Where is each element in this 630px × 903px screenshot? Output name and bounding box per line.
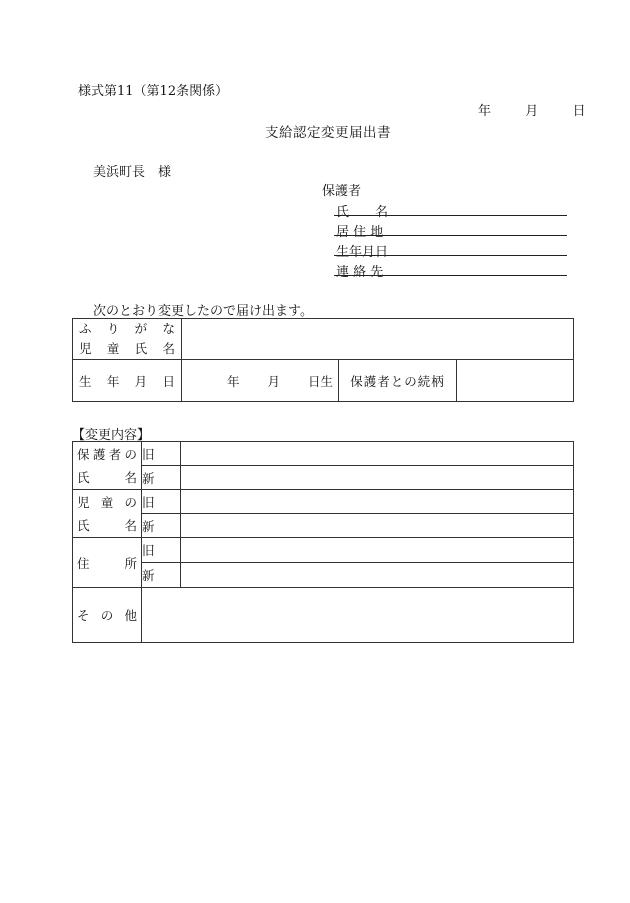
birth-day-label: 日生 bbox=[307, 373, 333, 389]
guardian-name-change-label: 保 護 者 の 氏 名 bbox=[73, 442, 142, 490]
address-new-label: 新 bbox=[142, 563, 181, 588]
guardian-name-old-input[interactable] bbox=[181, 442, 574, 466]
date-year-label: 年 bbox=[478, 104, 492, 119]
birth-month-label: 月 bbox=[267, 373, 281, 389]
relation-label: 保護者との続柄 bbox=[350, 373, 445, 389]
birthdate-label: 生 年 月 日 bbox=[79, 373, 175, 389]
guardian-name-line[interactable] bbox=[334, 215, 567, 216]
guardian-birthdate-label: 生年月日 bbox=[336, 245, 389, 260]
guardian-address-label: 居 住 地 bbox=[336, 225, 384, 240]
child-name-label-cell bbox=[73, 319, 182, 360]
date-day-label: 日 bbox=[572, 104, 586, 119]
address-new-input[interactable] bbox=[181, 563, 574, 588]
child-name-old-input[interactable] bbox=[181, 490, 574, 514]
furigana-label: ふ り が な bbox=[79, 321, 175, 336]
guardian-name-new-label: 新 bbox=[142, 466, 181, 490]
child-name-input-cell[interactable] bbox=[182, 319, 574, 360]
child-info-table bbox=[72, 318, 574, 402]
child-name-label: 児 童 氏 名 bbox=[79, 341, 175, 356]
date-line bbox=[478, 100, 586, 119]
child-name-new-label: 新 bbox=[142, 514, 181, 538]
guardian-name-label: 氏 名 bbox=[336, 205, 389, 220]
relation-label-cell bbox=[339, 360, 457, 402]
child-name-change-label: 児 童 の 氏 名 bbox=[73, 490, 142, 538]
guardian-name-new-input[interactable] bbox=[181, 466, 574, 490]
birth-year-label: 年 bbox=[227, 373, 240, 389]
relation-input-cell[interactable] bbox=[457, 360, 574, 402]
change-section-heading: 【変更内容】 bbox=[72, 428, 151, 443]
guardian-contact-label: 連 絡 先 bbox=[336, 265, 384, 280]
date-month-label: 月 bbox=[525, 104, 539, 119]
child-name-old-label: 旧 bbox=[142, 490, 181, 514]
address-old-input[interactable] bbox=[181, 538, 574, 563]
change-details-table bbox=[72, 441, 574, 643]
guardian-birthdate-line[interactable] bbox=[334, 255, 567, 256]
address-old-label: 旧 bbox=[142, 538, 181, 563]
guardian-address-line[interactable] bbox=[334, 235, 567, 236]
guardian-contact-line[interactable] bbox=[334, 275, 567, 276]
child-name-new-input[interactable] bbox=[181, 514, 574, 538]
other-change-label: そ の 他 bbox=[73, 588, 142, 643]
form-number: 様式第11（第12条関係） bbox=[78, 84, 229, 99]
document-title: 支給認定変更届出書 bbox=[265, 125, 391, 141]
other-change-input[interactable] bbox=[142, 588, 574, 643]
birthdate-label-cell bbox=[73, 360, 182, 402]
intro-text: 次のとおり変更したので届け出ます。 bbox=[93, 304, 313, 319]
address-change-label: 住 所 bbox=[73, 538, 142, 588]
guardian-name-old-label: 旧 bbox=[142, 442, 181, 466]
birthdate-input-cell[interactable] bbox=[182, 360, 339, 402]
guardian-heading: 保護者 bbox=[322, 184, 362, 199]
addressee: 美浜町長 様 bbox=[93, 165, 172, 180]
